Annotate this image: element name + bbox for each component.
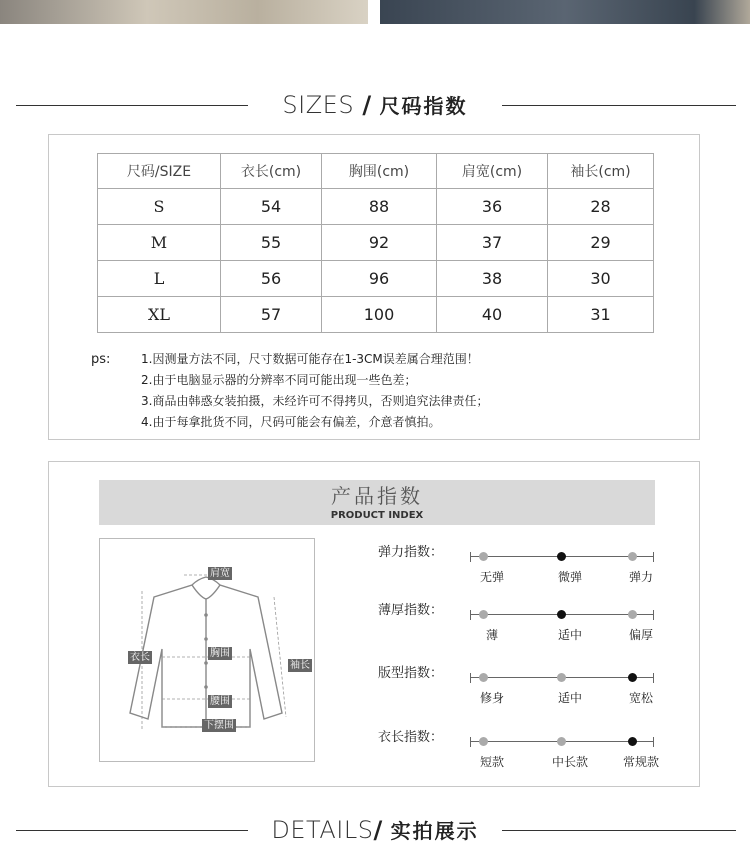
size-notes xyxy=(91,349,488,433)
scale-dot xyxy=(479,673,488,682)
note-item: 4.由于每拿批货不同，尺码可能会有偏差，介意者慎拍。 xyxy=(141,415,441,429)
scale-dot xyxy=(557,737,566,746)
index-row-thickness xyxy=(378,602,678,642)
table-cell: 55 xyxy=(221,225,322,261)
scale-dot xyxy=(557,552,566,561)
index-option: 适中 xyxy=(557,691,582,705)
table-cell: 38 xyxy=(437,261,548,297)
table-cell: 28 xyxy=(548,189,654,225)
index-row-length xyxy=(378,729,678,769)
table-cell: XL xyxy=(98,297,221,333)
scale-dot xyxy=(628,673,637,682)
index-option: 无弹 xyxy=(479,570,504,584)
column-header: 袖长(cm) xyxy=(548,154,654,189)
diagram-label-waist: 腰围 xyxy=(210,696,230,707)
table-cell: 96 xyxy=(322,261,437,297)
sizes-heading-en: SIZES xyxy=(282,91,355,119)
note-item: 2.由于电脑显示器的分辨率不同可能出现一些色差； xyxy=(141,373,417,387)
diagram-label-shoulder: 肩宽 xyxy=(210,568,230,579)
index-option: 弹力 xyxy=(628,570,653,584)
table-cell: 54 xyxy=(221,189,322,225)
index-option: 中长款 xyxy=(551,755,588,769)
scale-dot xyxy=(479,610,488,619)
table-cell: S xyxy=(98,189,221,225)
index-option: 短款 xyxy=(479,755,504,769)
column-header: 肩宽(cm) xyxy=(437,154,548,189)
index-option: 常规款 xyxy=(622,755,659,769)
column-header: 尺码/SIZE xyxy=(98,154,221,189)
scale-dot xyxy=(479,552,488,561)
size-table xyxy=(97,153,654,333)
index-option: 宽松 xyxy=(628,691,653,705)
table-cell: 88 xyxy=(322,189,437,225)
column-header: 胸围(cm) xyxy=(322,154,437,189)
index-scale xyxy=(470,552,654,562)
scale-dot xyxy=(628,737,637,746)
table-cell: 56 xyxy=(221,261,322,297)
product-index-title: 产品指数 xyxy=(331,484,423,508)
table-cell: 100 xyxy=(322,297,437,333)
table-cell: 29 xyxy=(548,225,654,261)
diagram-label-sleeve: 袖长 xyxy=(290,660,310,671)
index-label: 版型指数： xyxy=(378,666,444,681)
sizes-heading-sep: / xyxy=(354,91,380,119)
note-item: 1.因测量方法不同，尺寸数据可能存在1-3CM误差属合理范围！ xyxy=(141,352,479,366)
sizes-heading-cn: 尺码指数 xyxy=(379,94,468,118)
index-option: 修身 xyxy=(479,691,504,705)
product-index-panel xyxy=(48,461,700,787)
product-photo-left xyxy=(0,0,368,24)
table-cell: M xyxy=(98,225,221,261)
index-row-elasticity xyxy=(378,544,678,584)
table-cell: 37 xyxy=(437,225,548,261)
table-row xyxy=(98,225,654,261)
index-label: 薄厚指数： xyxy=(378,603,444,618)
table-row xyxy=(98,189,654,225)
table-row xyxy=(98,261,654,297)
index-scale xyxy=(470,673,654,683)
scale-dot xyxy=(628,552,637,561)
table-cell: 36 xyxy=(437,189,548,225)
product-photo-right xyxy=(380,0,750,24)
column-header: 衣长(cm) xyxy=(221,154,322,189)
index-option: 微弹 xyxy=(557,570,582,584)
sizes-heading xyxy=(0,88,750,122)
table-cell: L xyxy=(98,261,221,297)
table-cell: 92 xyxy=(322,225,437,261)
scale-dot xyxy=(557,673,566,682)
table-cell: 57 xyxy=(221,297,322,333)
index-option: 适中 xyxy=(557,628,582,642)
details-heading-sep: / xyxy=(373,816,391,844)
product-index-banner xyxy=(99,480,655,525)
scale-dot xyxy=(628,610,637,619)
note-item: 3.商品由韩惑女装拍摄，未经许可不得拷贝，否则追究法律责任； xyxy=(141,394,489,408)
table-cell: 31 xyxy=(548,297,654,333)
details-heading xyxy=(0,813,750,847)
scale-dot xyxy=(479,737,488,746)
diagram-label-length: 衣长 xyxy=(130,652,150,663)
index-label: 衣长指数： xyxy=(378,730,444,745)
garment-measurement-diagram xyxy=(99,538,315,762)
index-option: 薄 xyxy=(485,628,498,642)
index-option: 偏厚 xyxy=(628,628,653,642)
table-cell: 30 xyxy=(548,261,654,297)
details-heading-en: DETAILS xyxy=(271,816,374,844)
index-scale xyxy=(470,610,654,620)
diagram-label-hem: 下摆围 xyxy=(204,720,234,731)
scale-dot xyxy=(557,610,566,619)
index-row-fit xyxy=(378,665,678,705)
table-cell: 40 xyxy=(437,297,548,333)
details-heading-cn: 实拍展示 xyxy=(390,819,479,843)
product-index-subtitle: PRODUCT INDEX xyxy=(330,510,424,521)
size-chart-panel xyxy=(48,134,700,440)
notes-prefix: ps: xyxy=(91,352,111,367)
index-scale xyxy=(470,737,654,747)
table-row xyxy=(98,297,654,333)
index-label: 弹力指数： xyxy=(378,545,444,560)
diagram-label-chest: 胸围 xyxy=(210,648,230,659)
table-header-row xyxy=(98,154,654,189)
